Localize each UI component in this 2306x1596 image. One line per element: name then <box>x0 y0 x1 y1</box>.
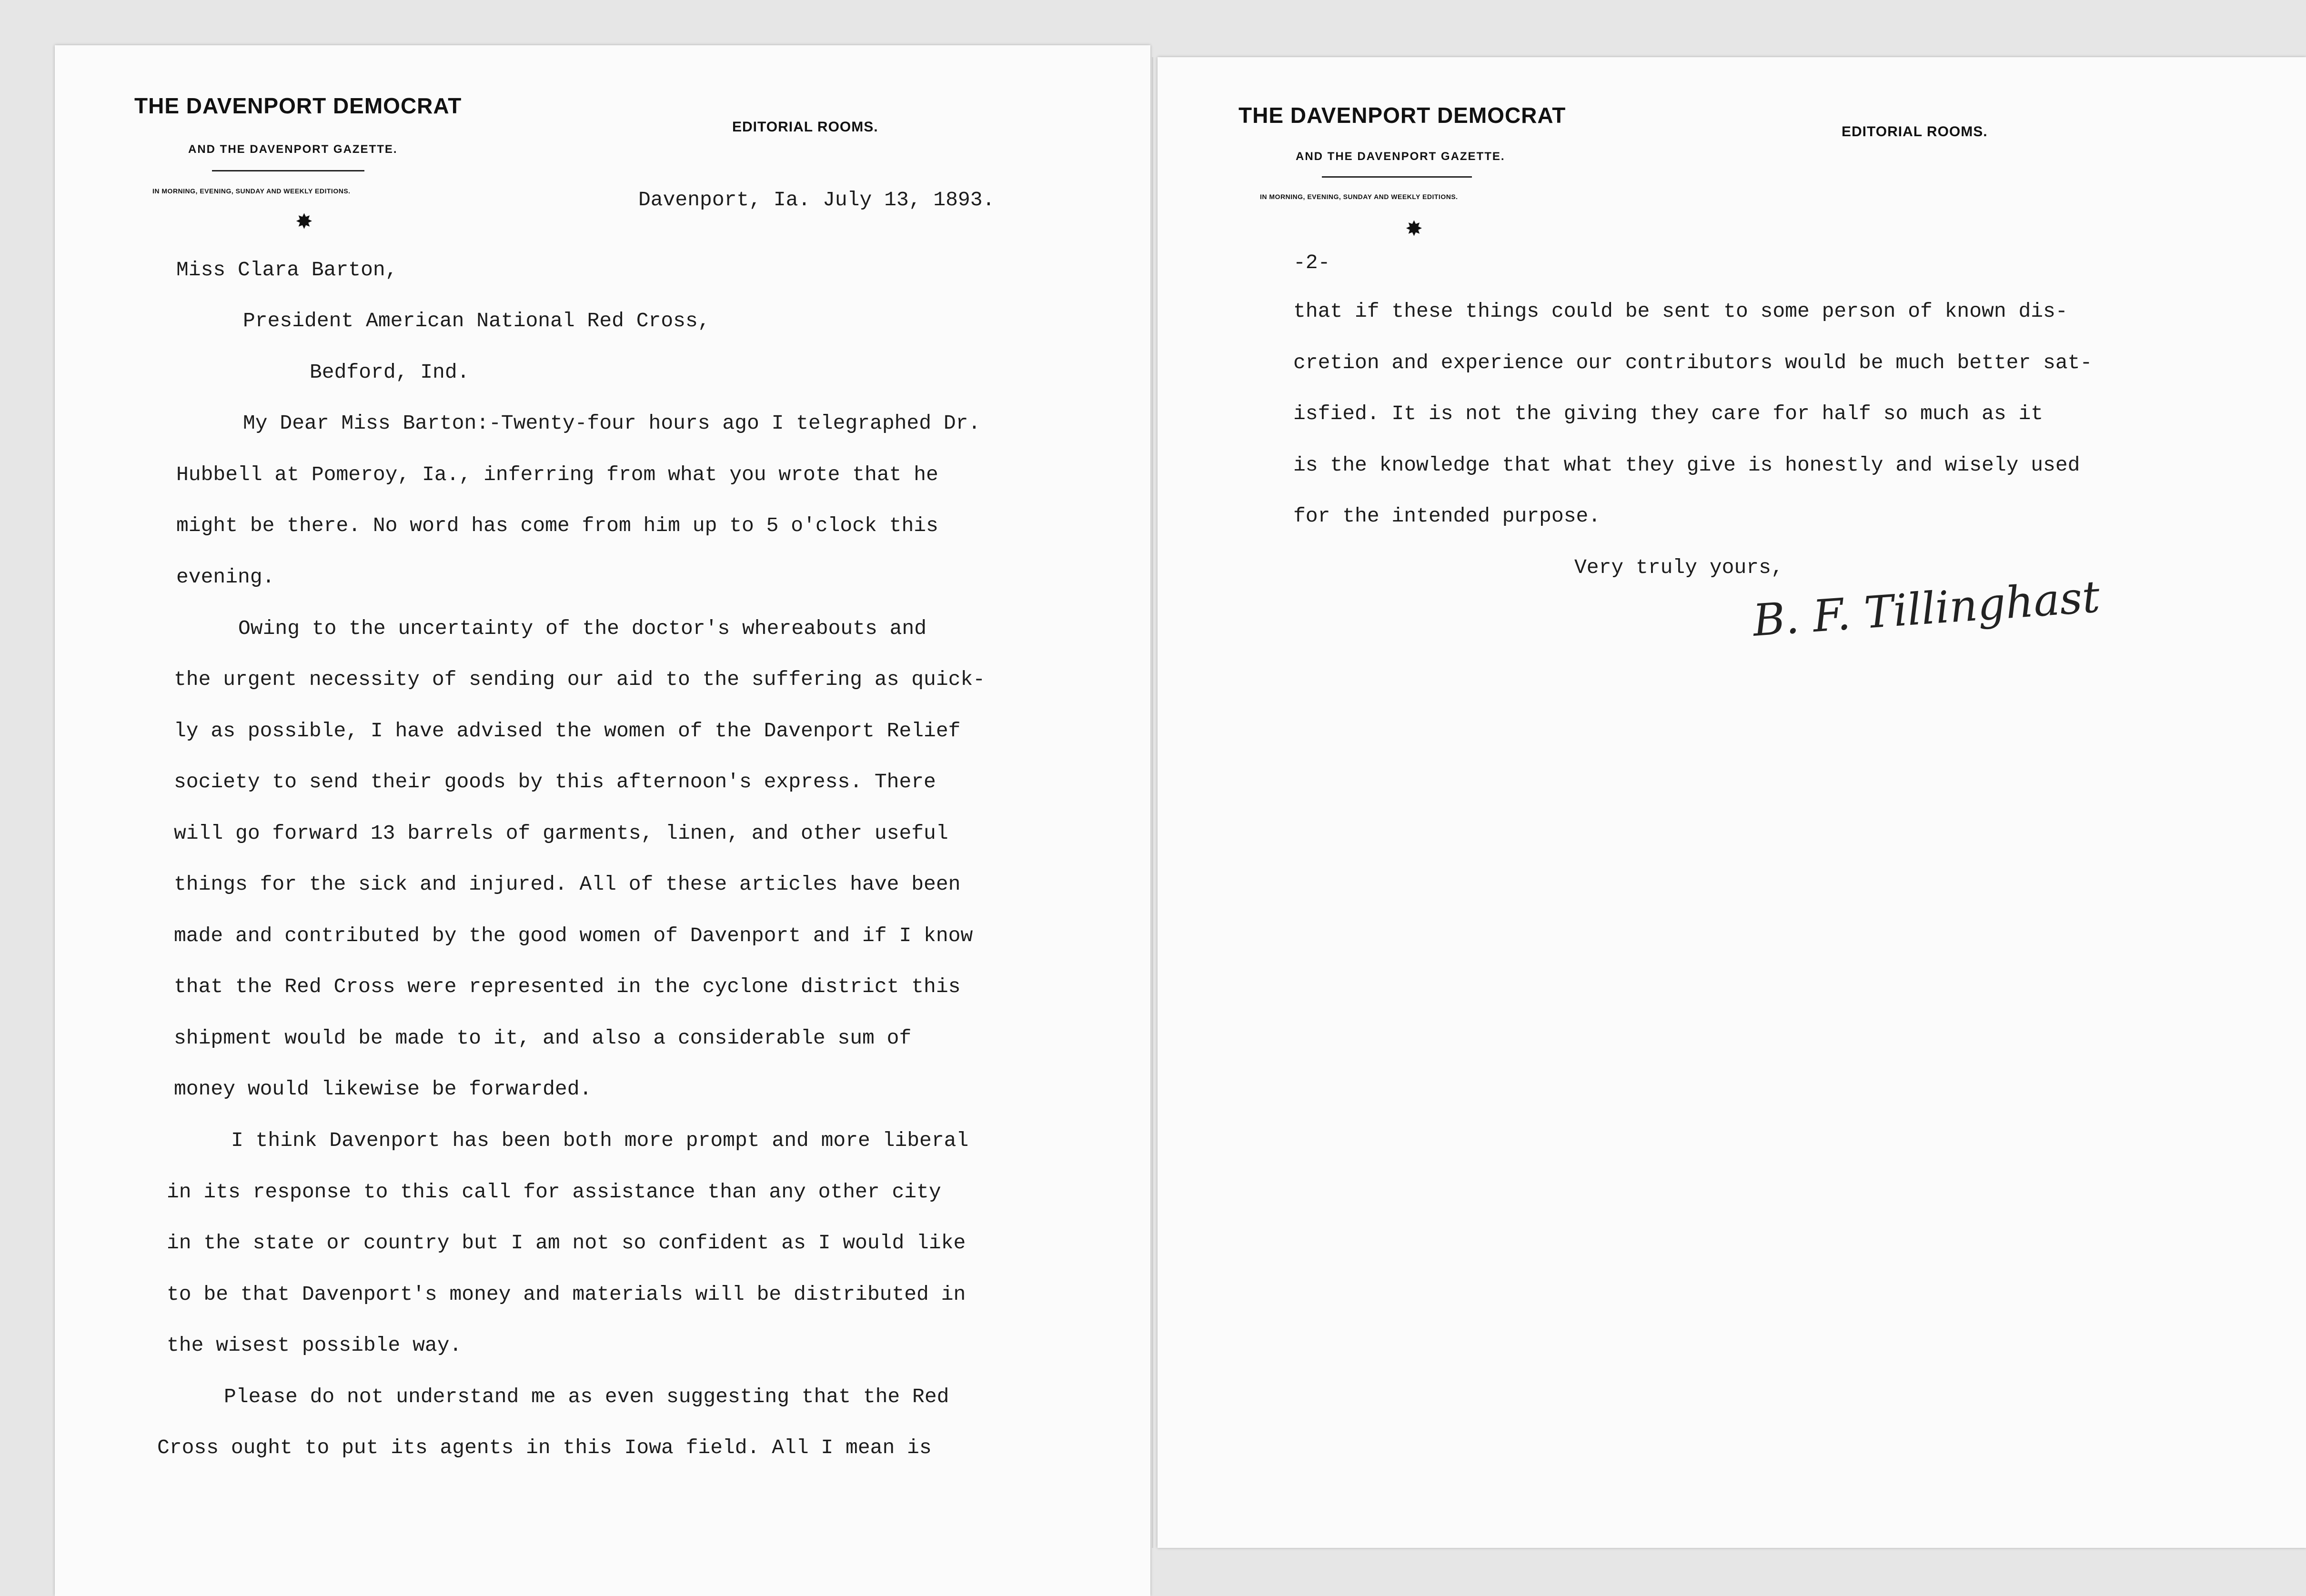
masthead-rule <box>1322 176 1472 178</box>
masthead-rule <box>212 170 364 171</box>
text-line: society to send their goods by this afternoon's express. There <box>174 770 936 793</box>
text-line: is the knowledge that what they give is honestly and wisely used <box>1293 453 2080 477</box>
text-line: shipment would be made to it, and also a considerable sum of <box>174 1026 912 1050</box>
text-line: for the intended purpose. <box>1293 504 1601 528</box>
address-line: Bedford, Ind. <box>310 361 470 384</box>
text-line: Cross ought to put its agents in this Iowa field. All I mean is <box>157 1436 932 1459</box>
text-line: I think Davenport has been both more prompt and more liberal <box>231 1129 969 1152</box>
masthead-gazette: AND THE DAVENPORT GAZETTE. <box>1296 150 1505 163</box>
page-gutter <box>1152 57 1153 1548</box>
masthead-editions: IN MORNING, EVENING, SUNDAY AND WEEKLY EDITIONS. <box>152 187 351 195</box>
text-line: isfied. It is not the giving they care for half so much as it <box>1293 402 2044 425</box>
star-ornament: ✸ <box>1405 217 1423 241</box>
text-line: Please do not understand me as even suggesting that the Red <box>224 1385 949 1408</box>
letter-page-2 <box>1158 57 2306 1548</box>
text-line: that the Red Cross were represented in the cyclone district this <box>174 975 961 998</box>
text-line: made and contributed by the good women of Davenport and if I know <box>174 924 973 947</box>
address-line: Miss Clara Barton, <box>176 258 398 281</box>
masthead-editions: IN MORNING, EVENING, SUNDAY AND WEEKLY EDITIONS. <box>1260 193 1458 201</box>
text-line: in its response to this call for assistance than any other city <box>167 1180 941 1204</box>
star-ornament: ✸ <box>295 210 313 234</box>
text-line: cretion and experience our contributors would be much better sat- <box>1293 351 2093 374</box>
text-line: might be there. No word has come from him up to 5 o'clock this <box>176 514 938 537</box>
dateline: Davenport, Ia. July 13, 1893. <box>638 188 995 211</box>
text-line: the urgent necessity of sending our aid to the suffering as quick- <box>174 668 986 691</box>
address-line: President American National Red Cross, <box>243 309 710 332</box>
signature: B. F. Tillinghast <box>1751 571 2102 646</box>
text-line: money would likewise be forwarded. <box>174 1077 592 1101</box>
text-line: Owing to the uncertainty of the doctor's whereabouts and <box>238 617 927 640</box>
editorial-rooms: EDITORIAL ROOMS. <box>732 119 878 135</box>
text-line: that if these things could be sent to some person of known dis- <box>1293 300 2068 323</box>
editorial-rooms: EDITORIAL ROOMS. <box>1842 124 1988 140</box>
letter-page-1 <box>55 45 1150 1596</box>
text-line: evening. <box>176 565 275 589</box>
text-line: ly as possible, I have advised the women of the Davenport Relief <box>174 719 961 743</box>
closing: Very truly yours, <box>1574 556 1783 579</box>
text-line: to be that Davenport's money and materials will be distributed in <box>167 1283 966 1306</box>
text-line: the wisest possible way. <box>167 1334 462 1357</box>
masthead-title: THE DAVENPORT DEMOCRAT <box>134 93 462 118</box>
text-line: will go forward 13 barrels of garments, linen, and other useful <box>174 822 948 845</box>
text-line: in the state or country but I am not so confident as I would like <box>167 1231 966 1255</box>
text-line: things for the sick and injured. All of these articles have been <box>174 873 961 896</box>
masthead-title: THE DAVENPORT DEMOCRAT <box>1239 103 1566 128</box>
masthead-gazette: AND THE DAVENPORT GAZETTE. <box>188 143 398 156</box>
page-number: -2- <box>1293 251 1330 274</box>
text-line: Hubbell at Pomeroy, Ia., inferring from what you wrote that he <box>176 463 938 486</box>
text-line: My Dear Miss Barton:-Twenty-four hours ago I telegraphed Dr. <box>243 412 981 435</box>
